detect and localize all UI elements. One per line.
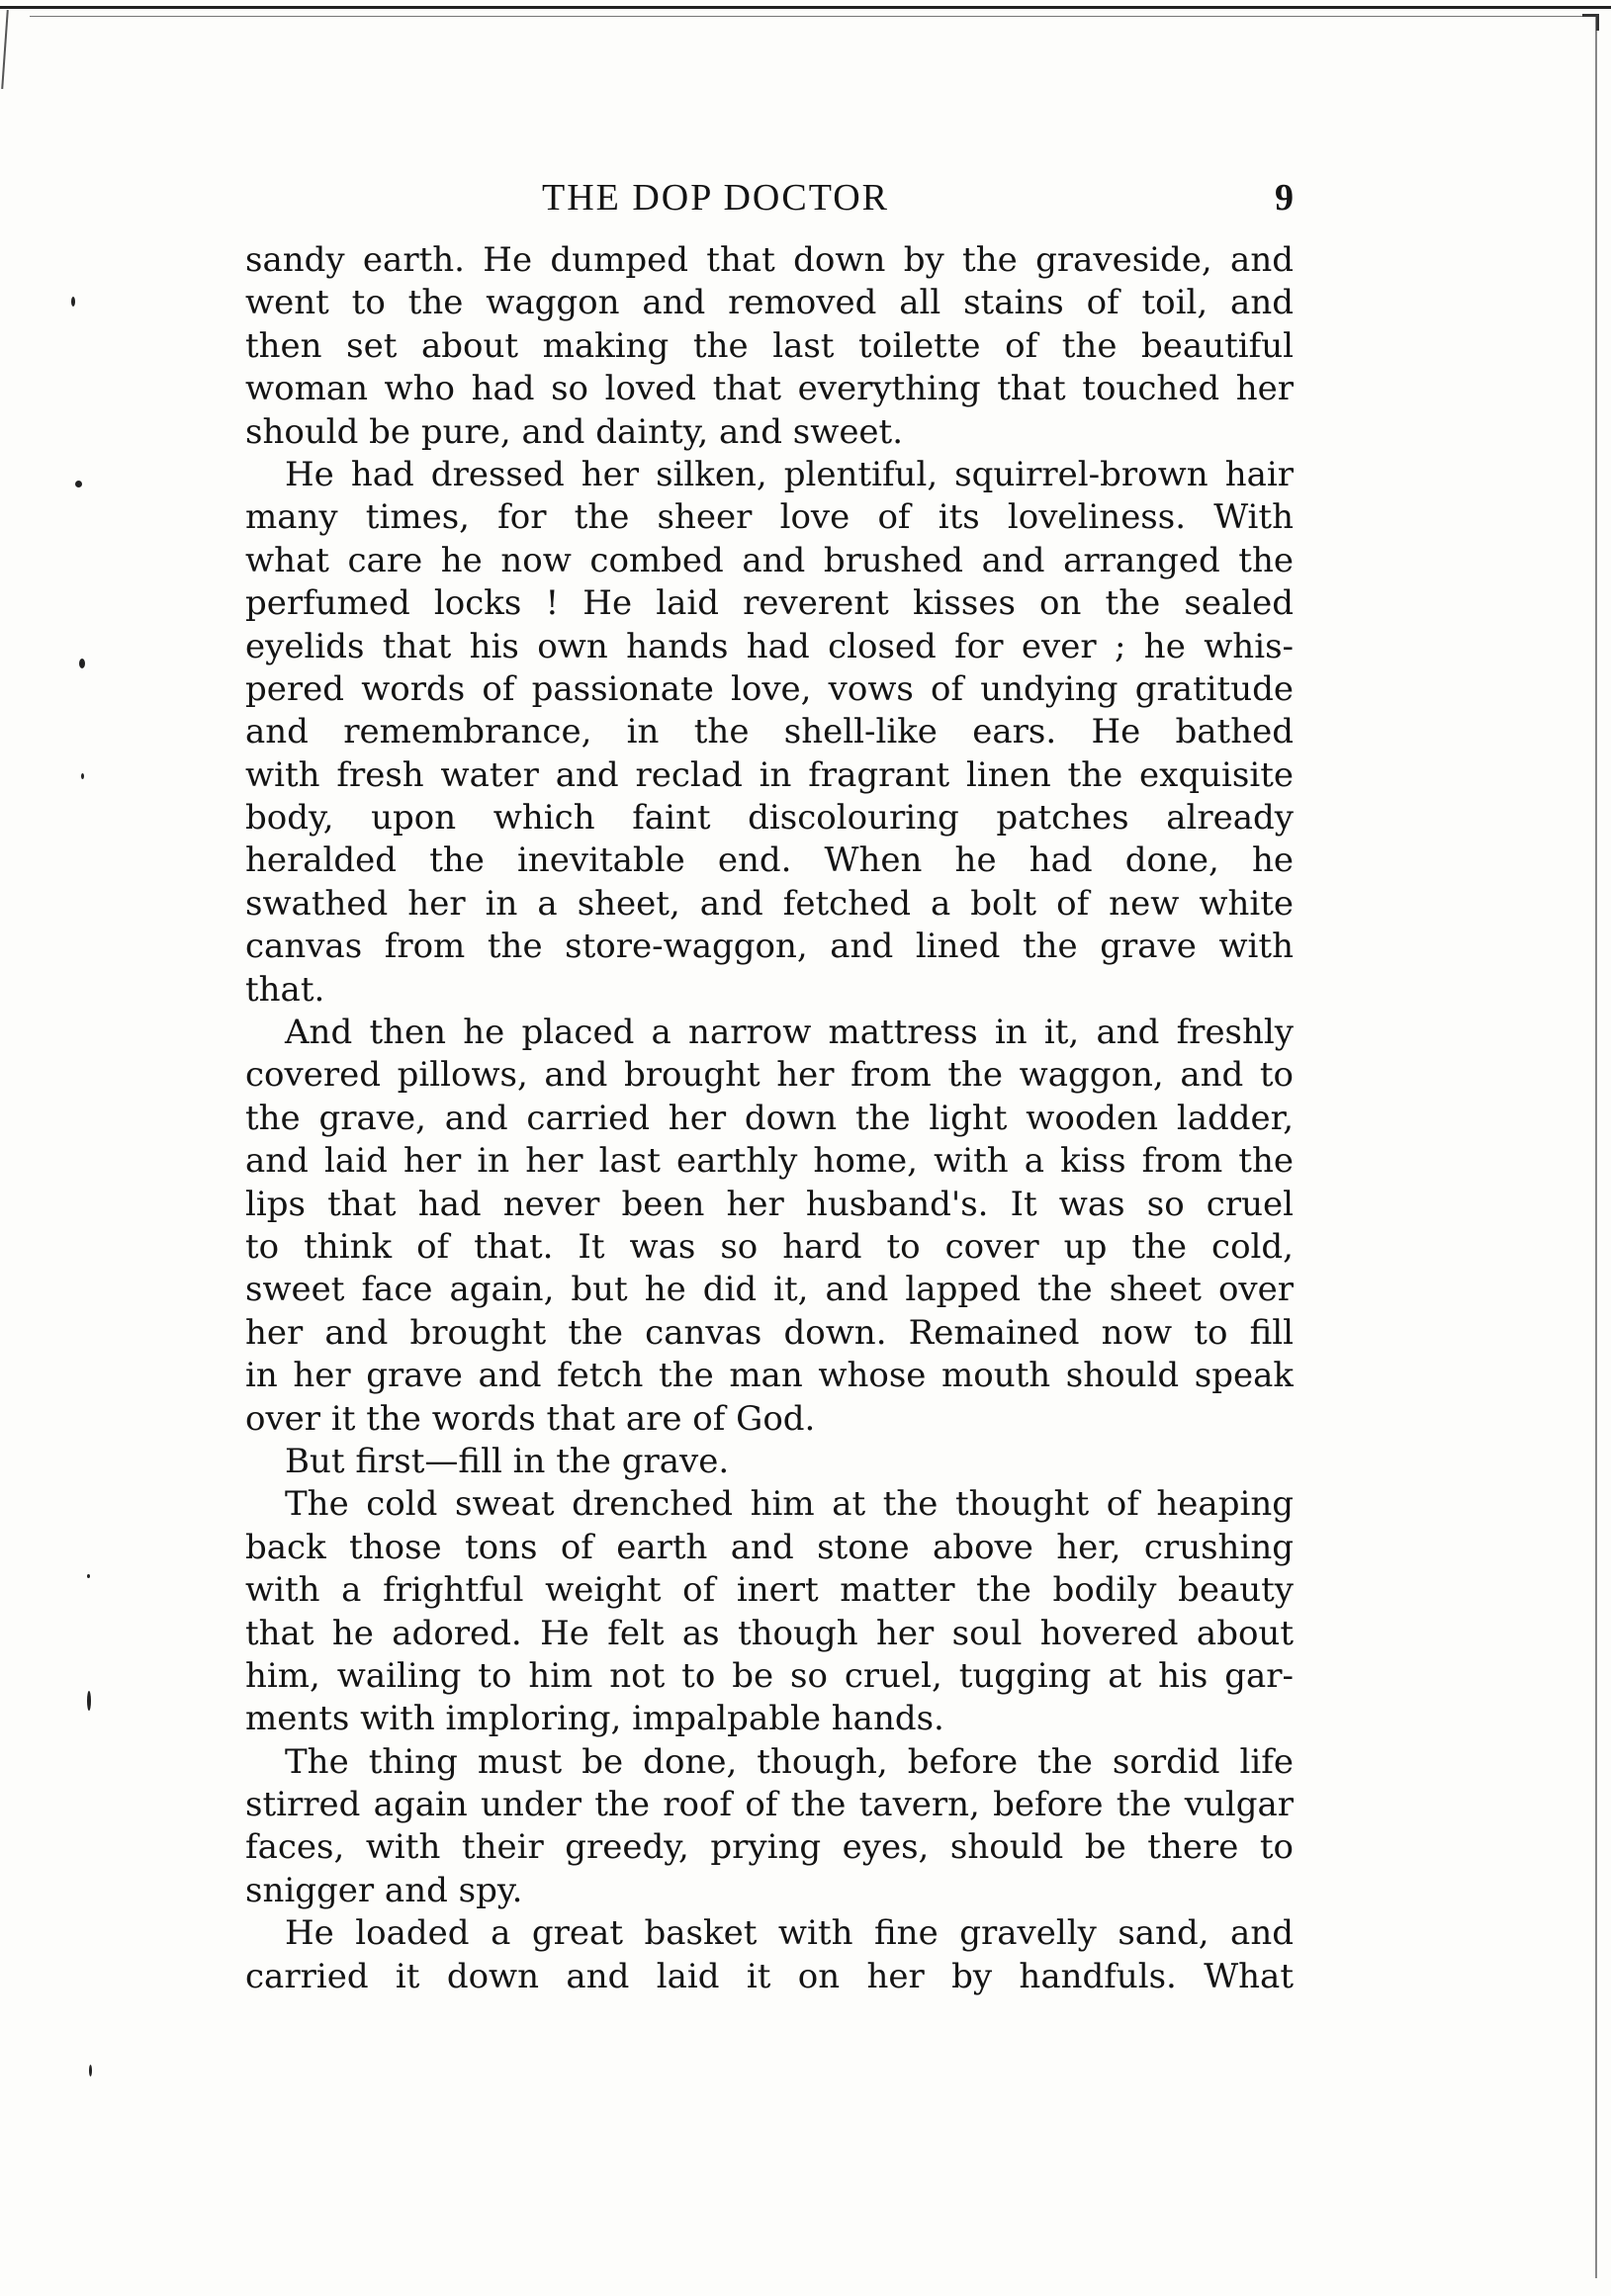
text-line: snigger and spy. (245, 1870, 523, 1910)
margin-speck (75, 481, 82, 487)
text-line: back those tons of earth and stone above her, crushing (245, 1527, 1294, 1567)
text-line: to think of that. It was so hard to cover up the cold, (245, 1226, 1294, 1267)
text-line: stirred again under the roof of the tavern, before the vulgar (245, 1785, 1294, 1825)
text-line: should be pure, and dainty, and sweet. (245, 411, 904, 452)
text-line: many times, for the sheer love of its loveliness. With (245, 497, 1294, 538)
text-line: her and brought the canvas down. Remained now to fill (245, 1312, 1294, 1353)
text-line: carried it down and laid it on her by handfuls. What (245, 1956, 1294, 1996)
margin-speck (71, 297, 75, 307)
page-header (245, 170, 1294, 225)
text-line: He had dressed her silken, plentiful, squirrel-brown hair (285, 454, 1294, 494)
margin-speck (87, 1691, 91, 1711)
top-scan-edge (0, 6, 1611, 9)
text-line: that. (245, 969, 325, 1010)
text-line: And then he placed a narrow mattress in it, and freshly (285, 1013, 1294, 1053)
text-line: canvas from the store-waggon, and lined the grave with (245, 927, 1294, 967)
margin-speck (87, 1574, 90, 1578)
text-line: ments with imploring, impalpable hands. (245, 1699, 944, 1739)
page-number: 9 (1275, 177, 1294, 219)
text-line: over it the words that are of God. (245, 1398, 816, 1439)
text-line: sandy earth. He dumped that down by the graveside, and (245, 240, 1294, 280)
text-line: The thing must be done, though, before the sordid life (285, 1741, 1294, 1782)
text-line: heralded the inevitable end. When he had done, he (245, 840, 1294, 881)
text-line: with a frightful weight of inert matter the bodily beauty (245, 1570, 1294, 1611)
text-line: and remembrance, in the shell-like ears. He bathed (245, 712, 1294, 752)
margin-speck (79, 659, 85, 668)
margin-speck (81, 773, 84, 779)
right-scan-edge (1595, 14, 1597, 2278)
text-line: him, wailing to him not to be so cruel, tugging at his gar- (245, 1655, 1294, 1696)
margin-speck (89, 2065, 92, 2076)
body-text (245, 239, 1294, 1998)
text-line: in her grave and fetch the man whose mouth should speak (245, 1356, 1294, 1396)
text-line: pered words of passionate love, vows of undying gratitude (245, 668, 1294, 709)
left-scan-edge (1, 10, 9, 89)
text-line: The cold sweat drenched him at the thought of heaping (285, 1484, 1294, 1525)
text-line: the grave, and carried her down the light wooden ladder, (245, 1098, 1294, 1138)
text-line: He loaded a great basket with fine gravelly sand, and (285, 1913, 1294, 1954)
text-line: went to the waggon and removed all stains of toil, and (245, 283, 1294, 323)
text-line: covered pillows, and brought her from the waggon, and to (245, 1055, 1294, 1096)
text-line: then set about making the last toilette of the beautiful (245, 325, 1294, 366)
text-line: lips that had never been her husband's. It was so cruel (245, 1184, 1294, 1224)
running-title: THE DOP DOCTOR (542, 177, 890, 219)
text-line: with fresh water and reclad in fragrant linen the exquisite (245, 754, 1294, 795)
text-line: that he adored. He felt as though her soul hovered about (245, 1613, 1294, 1653)
text-line: But first—fill in the grave. (285, 1441, 730, 1481)
text-line: and laid her in her last earthly home, with a kiss from the (245, 1141, 1294, 1182)
text-line: sweet face again, but he did it, and lapped the sheet over (245, 1270, 1294, 1310)
text-line: perfumed locks ! He laid reverent kisses on the sealed (245, 583, 1294, 624)
corner-mark (1582, 14, 1599, 31)
text-line: what care he now combed and brushed and arranged the (245, 540, 1294, 580)
text-line: eyelids that his own hands had closed for ever ; he whis- (245, 626, 1294, 666)
top-scan-line (30, 16, 1582, 17)
text-line: body, upon which faint discolouring patches already (245, 798, 1294, 839)
text-line: woman who had so loved that everything that touched her (245, 369, 1294, 409)
text-line: faces, with their greedy, prying eyes, should be there to (245, 1827, 1294, 1868)
text-line: swathed her in a sheet, and fetched a bolt of new white (245, 883, 1294, 924)
